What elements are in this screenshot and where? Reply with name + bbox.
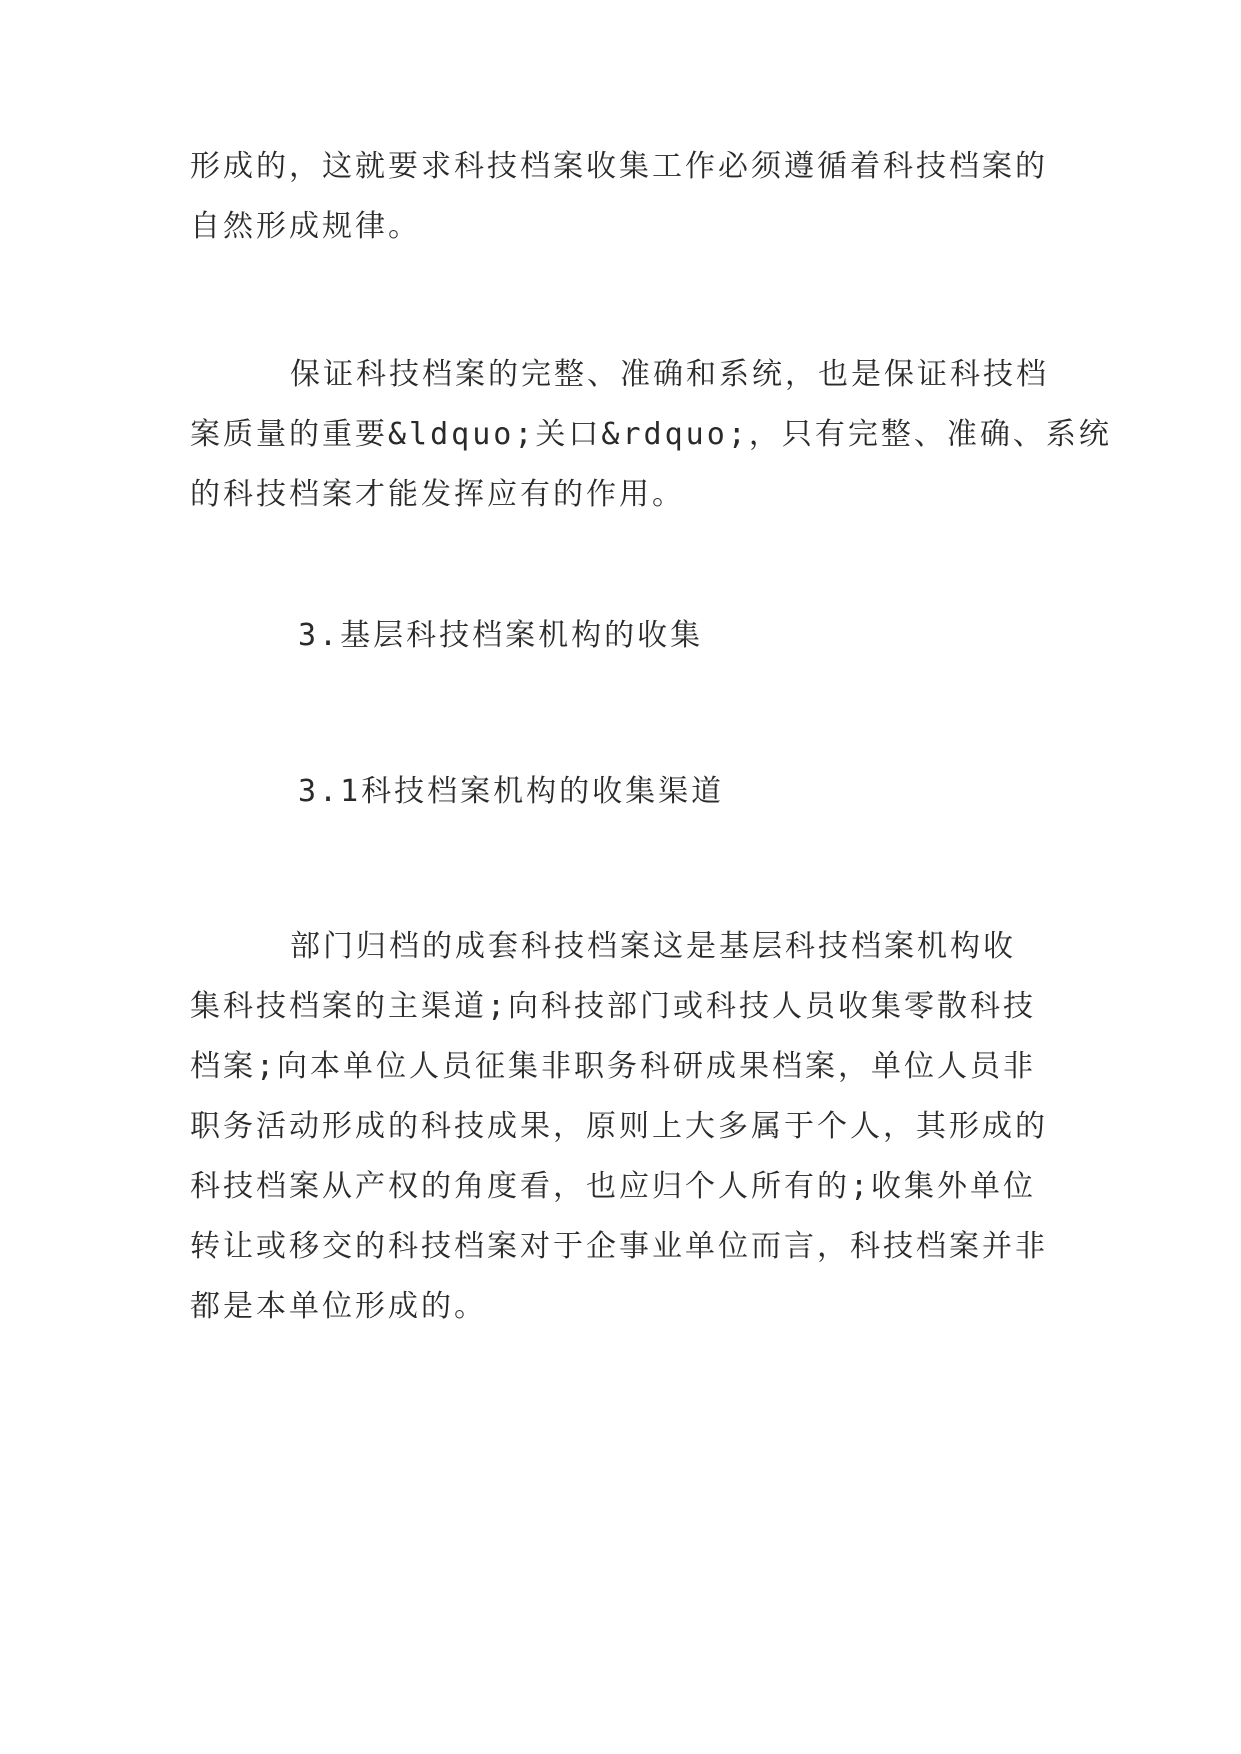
paragraph-line: 科技档案从产权的角度看，也应归个人所有的;收集外单位	[190, 1169, 1037, 1204]
paragraph-line: 职务活动形成的科技成果，原则上大多属于个人，其形成的	[190, 1109, 1048, 1144]
paragraph-collection-channels	[190, 917, 1050, 1337]
paragraph-line: 集科技档案的主渠道;向科技部门或科技人员收集零散科技	[190, 989, 1037, 1024]
paragraph-line: 形成的，这就要求科技档案收集工作必须遵循着科技档案的	[190, 149, 1048, 184]
paragraph-line: 部门归档的成套科技档案这是基层科技档案机构收	[290, 929, 1016, 964]
subsection-heading: 3.1科技档案机构的收集渠道	[298, 774, 725, 809]
paragraph-line: 保证科技档案的完整、准确和系统，也是保证科技档	[290, 357, 1049, 392]
paragraph-line: 转让或移交的科技档案对于企事业单位而言，科技档案并非	[190, 1229, 1048, 1264]
paragraph-continuation	[190, 137, 1050, 257]
paragraph-archive-quality	[190, 345, 1112, 525]
paragraph-line: 档案;向本单位人员征集非职务科研成果档案，单位人员非	[190, 1049, 1037, 1084]
paragraph-line: 自然形成规律。	[190, 209, 421, 244]
paragraph-line: 都是本单位形成的。	[190, 1289, 487, 1324]
paragraph-line: 案质量的重要&ldquo;关口&rdquo;，只有完整、准确、系统	[190, 417, 1112, 452]
section-heading: 3.基层科技档案机构的收集	[298, 618, 704, 653]
paragraph-line: 的科技档案才能发挥应有的作用。	[190, 477, 685, 512]
